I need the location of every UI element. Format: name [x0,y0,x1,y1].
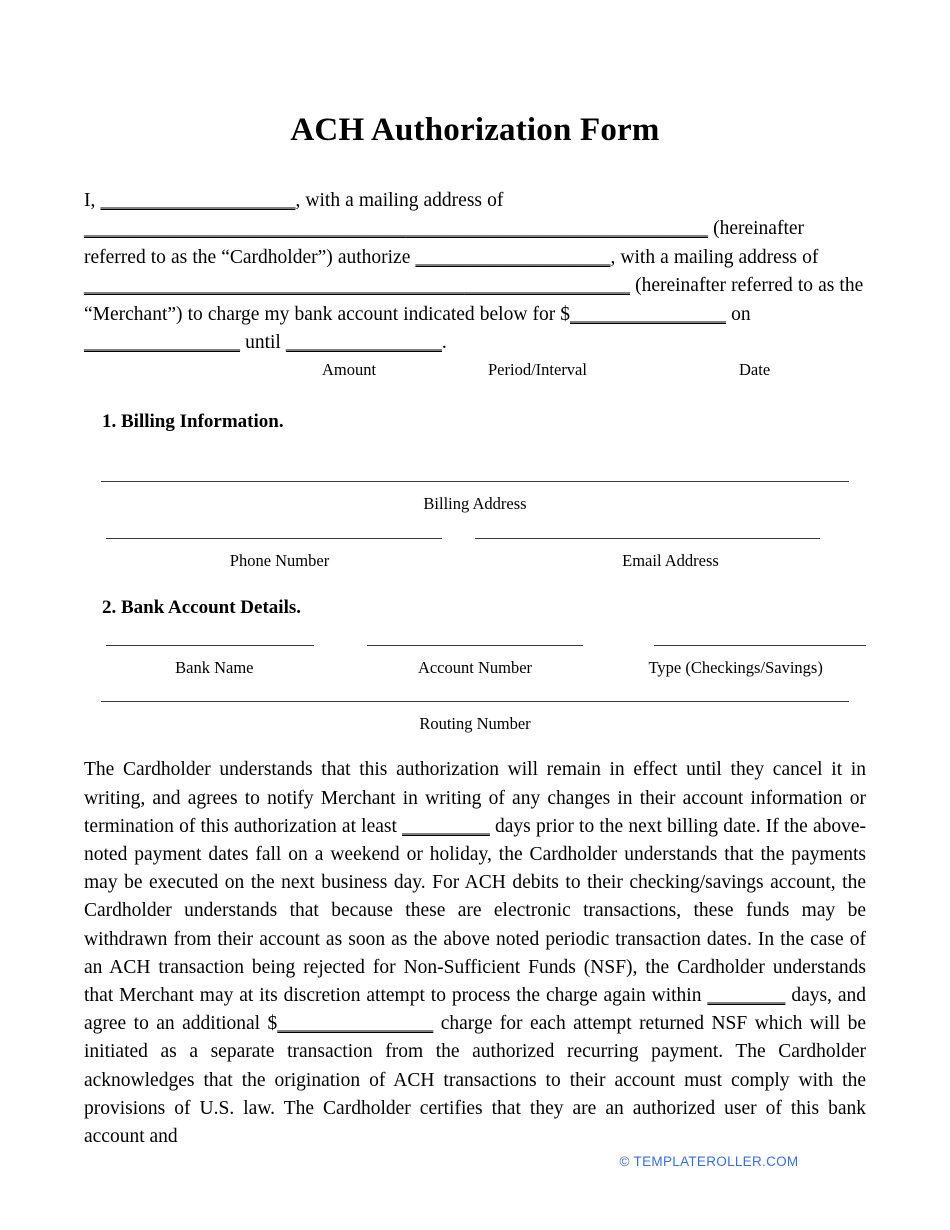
field-account-number[interactable] [345,645,606,677]
nsf-fee-blank[interactable]: ________________ [277,1013,434,1035]
intro-text-2: , with a mailing address of [295,189,504,211]
field-account-type[interactable] [605,645,866,677]
period-interval-blank[interactable]: ________________ [84,331,240,353]
caption-period-interval: Period/Interval [488,360,587,380]
terms-text-3: days, and agree to an additional $ [84,985,867,1035]
merchant-address-blank-line1[interactable]: _______________________________________ [84,275,465,297]
email-address-label: Email Address [622,551,719,571]
intro-text-4: , with a mailing address of [610,246,819,268]
templateroller-credit-link[interactable]: © TEMPLATEROLLER.COM [619,1154,799,1169]
contact-fields-row [84,513,866,570]
notice-days-blank[interactable]: _________ [402,815,490,837]
caption-date: Date [739,360,771,380]
routing-number-row [84,677,866,733]
intro-text-5: (hereinafter referred to as the “Merchant”) to charge my bank account indicated below for $ [84,275,864,325]
intro-text-7: until [240,331,286,353]
merchant-address-blank-line2[interactable]: _________________ [464,275,630,297]
phone-number-label: Phone Number [229,551,330,571]
intro-text-3: (hereinafter referred to as the “Cardholder”) authorize [84,218,805,268]
section-heading-billing-information: 1. Billing Information. [102,411,284,433]
routing-number-label: Routing Number [419,714,531,734]
field-email-address[interactable] [475,538,866,570]
authorization-intro-paragraph [84,150,866,357]
page-footer [0,1153,950,1171]
section-heading-bank-account-details: 2. Bank Account Details. [102,597,301,619]
field-billing-address[interactable] [84,481,866,513]
caption-amount: Amount [322,360,377,380]
intro-text-8: . [441,331,447,353]
intro-text-6: on [726,303,751,325]
terms-text-1: The Cardholder understands that this authorization will remain in effect until they cancel it in writing, and agrees to notify Merchant in writing of any changes in their account information or termination of this authorization at least [84,759,866,837]
intro-field-captions [84,360,866,382]
bank-fields-row [84,619,866,677]
field-routing-number[interactable] [84,701,866,733]
terms-text-2: days prior to the next billing date. If the above-noted payment dates fall on a weekend or holiday, the Cardholder understands that the payments may be executed on the next business day. For ACH debits to their checking/savings account, the Cardholder understands that because these are electronic transactions, these funds may be withdrawn from their account as soon as the above noted periodic transaction dates. In the case of an ACH transaction being rejected for Non-Sufficient Funds (NSF), the Cardholder understands that Merchant may at its discretion attempt to process the charge again within [84,815,866,1006]
field-bank-name[interactable] [84,645,345,677]
merchant-name-blank[interactable]: ____________________ [415,246,611,268]
amount-blank[interactable]: ________________ [570,303,727,325]
bank-name-label: Bank Name [175,658,254,678]
cardholder-address-blank-line1[interactable]: _________________________________ [84,218,406,240]
date-blank[interactable]: ________________ [285,331,442,353]
page-title: ACH Authorization Form [290,112,660,148]
retry-days-blank[interactable]: ________ [707,985,786,1006]
terms-text-4: charge for each attempt returned NSF which will be initiated as a separate transaction from the authorized recurring payment. The Cardholder acknowledges that the origination of ACH transactions to their account must comply with the provisions of U.S. law. The Cardholder certifies that they are an authorized user of this bank account and [84,1013,866,1148]
field-phone-number[interactable] [84,538,475,570]
billing-address-row [84,433,866,513]
terms-paragraph [84,733,866,1151]
account-number-label: Account Number [417,658,533,678]
billing-address-label: Billing Address [423,494,527,514]
cardholder-address-blank-line2[interactable]: _______________________________ [405,218,708,240]
intro-text-1: I, [84,189,101,211]
cardholder-name-blank[interactable]: ____________________ [100,189,296,211]
account-type-label: Type (Checkings/Savings) [648,658,823,678]
